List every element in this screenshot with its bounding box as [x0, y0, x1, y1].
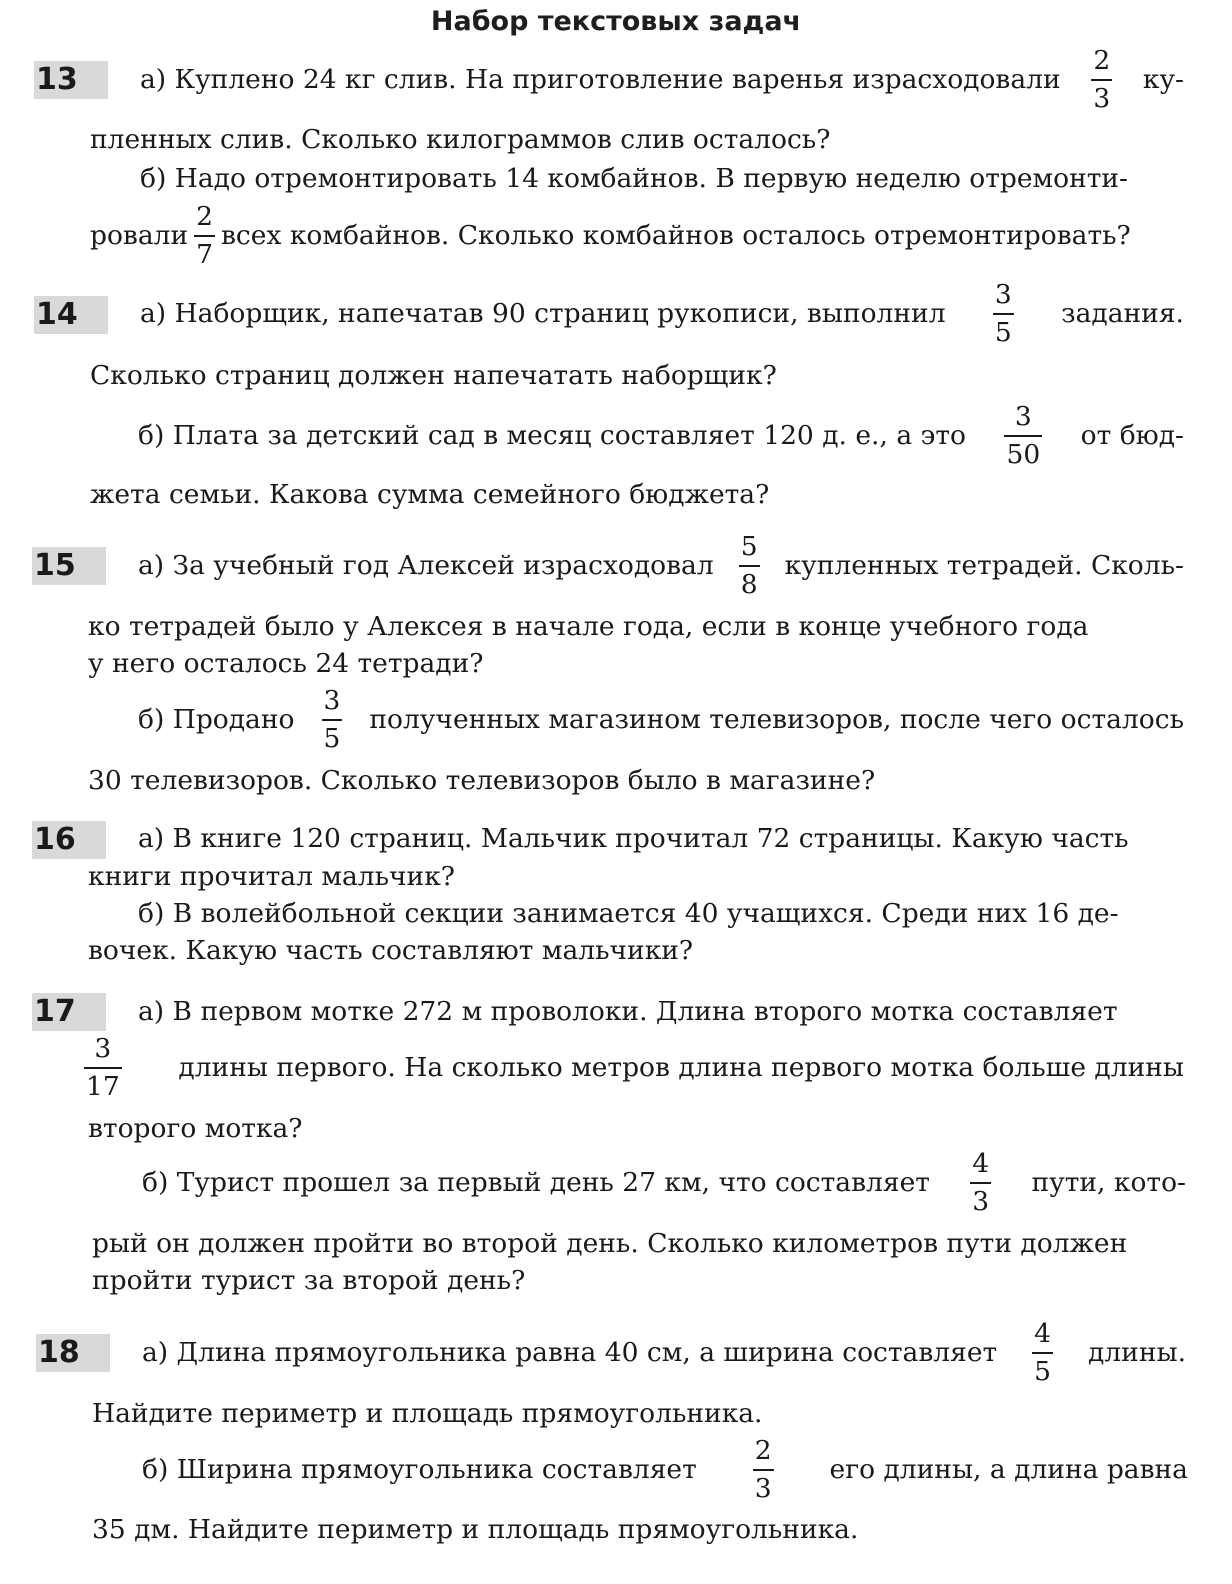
text: б) Плата за детский сад в месяц составляет 120 д. е., а это	[138, 420, 967, 451]
fraction-denominator: 7	[196, 239, 214, 270]
problem-13a-line-1	[140, 44, 1184, 116]
problem-13a-line-2: пленных слив. Сколько килограммов слив осталось?	[90, 124, 831, 155]
text: а) За учебный год Алексей израсходовал	[138, 550, 714, 581]
fraction	[1004, 400, 1042, 470]
fraction-numerator: 2	[754, 1434, 772, 1466]
problem-16b-line-1: б) В волейбольной секции занимается 40 учащихся. Среди них 16 де-	[138, 898, 1119, 929]
text: купленных тетрадей. Сколь-	[784, 550, 1184, 581]
text: длины.	[1088, 1337, 1186, 1368]
text: его длины, а длина равна	[829, 1454, 1188, 1485]
problem-18b-line-1	[142, 1434, 1188, 1506]
text: ровали	[90, 220, 189, 251]
problem-16a-line-1: а) В книге 120 страниц. Мальчик прочитал 72 страницы. Какую часть	[138, 823, 1129, 854]
page-title: Набор текстовых задач	[430, 6, 802, 37]
problem-14a-line-1	[140, 278, 1184, 350]
problem-number-badge: 17	[32, 993, 106, 1031]
fraction-denominator: 5	[323, 723, 341, 754]
fraction-bar	[322, 719, 343, 721]
text: б) Турист прошел за первый день 27 км, что составляет	[142, 1167, 930, 1198]
fraction-bar	[84, 1067, 122, 1069]
fraction	[84, 1032, 122, 1102]
fraction-numerator: 5	[740, 530, 758, 562]
text: задания.	[1061, 298, 1184, 329]
problem-15a-line-1	[138, 530, 1184, 602]
fraction-denominator: 17	[86, 1071, 120, 1102]
text: б) Ширина прямоугольника составляет	[142, 1454, 697, 1485]
problem-13b-line-1: б) Надо отремонтировать 14 комбайнов. В первую неделю отремонти-	[140, 163, 1129, 194]
problem-15a-line-2: ко тетрадей было у Алексея в начале года, если в конце учебного года	[88, 611, 1089, 642]
problem-number-badge: 18	[36, 1334, 110, 1372]
problem-17b-line-1	[142, 1147, 1186, 1219]
text: а) Куплено 24 кг слив. На приготовление варенья израсходовали	[140, 64, 1061, 95]
fraction-bar	[1032, 1352, 1053, 1354]
problem-18b-line-2: 35 дм. Найдите периметр и площадь прямоугольника.	[92, 1514, 859, 1545]
fraction	[1091, 44, 1112, 114]
text: ку-	[1142, 64, 1184, 95]
problem-18a-line-1	[142, 1317, 1186, 1389]
text: от бюд-	[1080, 420, 1184, 451]
problem-number-badge: 14	[34, 296, 108, 334]
fraction	[739, 530, 760, 600]
fraction-bar	[993, 313, 1014, 315]
problem-17b-line-2: рый он должен пройти во второй день. Сколько километров пути должен	[92, 1228, 1128, 1259]
text: всех комбайнов. Сколько комбайнов осталось отремонтировать?	[221, 220, 1131, 251]
fraction	[1032, 1317, 1053, 1387]
fraction	[194, 200, 215, 270]
fraction-denominator: 5	[994, 317, 1012, 348]
problem-14a-line-2: Сколько страниц должен напечатать наборщик?	[90, 360, 777, 391]
problem-15a-line-3: у него осталось 24 тетради?	[88, 648, 484, 679]
fraction-numerator: 3	[323, 684, 341, 716]
fraction	[993, 278, 1014, 348]
problem-15b-line-1	[138, 684, 1184, 756]
fraction-numerator: 2	[1093, 44, 1111, 76]
fraction-numerator: 3	[994, 278, 1012, 310]
problem-number-badge: 13	[34, 61, 108, 99]
problem-number-badge: 15	[32, 547, 106, 585]
fraction-bar	[753, 1469, 774, 1471]
fraction-denominator: 5	[1034, 1356, 1052, 1387]
text: а) Наборщик, напечатав 90 страниц рукописи, выполнил	[140, 298, 946, 329]
fraction-denominator: 3	[972, 1186, 990, 1217]
problem-14b-line-2: жета семьи. Какова сумма семейного бюджета?	[90, 479, 770, 510]
problem-number-badge: 16	[32, 821, 106, 859]
problem-18a-line-2: Найдите периметр и площадь прямоугольника.	[92, 1398, 763, 1429]
fraction-numerator: 4	[972, 1147, 990, 1179]
fraction	[322, 684, 343, 754]
problem-17a-line-1: а) В первом мотке 272 м проволоки. Длина второго мотка составляет	[138, 996, 1118, 1027]
text: длины первого. На сколько метров длина первого мотка больше длины	[178, 1052, 1184, 1083]
fraction-numerator: 2	[196, 200, 214, 232]
fraction-bar	[1091, 79, 1112, 81]
problem-17a-line-3: второго мотка?	[88, 1113, 303, 1144]
fraction-denominator: 50	[1006, 439, 1041, 470]
fraction-numerator: 4	[1034, 1317, 1052, 1349]
fraction	[970, 1147, 991, 1217]
problem-17b-line-3: пройти турист за второй день?	[92, 1265, 526, 1296]
fraction-bar	[1004, 435, 1042, 437]
fraction-bar	[970, 1182, 991, 1184]
fraction-bar	[739, 565, 760, 567]
text: полученных магазином телевизоров, после чего осталось	[369, 704, 1184, 735]
fraction-denominator: 3	[1093, 83, 1111, 114]
fraction-denominator: 8	[740, 569, 758, 600]
problem-16b-line-2: вочек. Какую часть составляют мальчики?	[88, 935, 694, 966]
problem-13b-line-2	[90, 200, 1131, 272]
text: пути, кото-	[1031, 1167, 1186, 1198]
problem-16a-line-2: книги прочитал мальчик?	[88, 861, 455, 892]
fraction	[753, 1434, 774, 1504]
fraction-numerator: 3	[1014, 400, 1032, 432]
text: б) Продано	[138, 704, 295, 735]
fraction-numerator: 3	[94, 1032, 112, 1064]
problem-17a-line-2	[84, 1032, 1184, 1104]
text: а) Длина прямоугольника равна 40 см, а ширина составляет	[142, 1337, 998, 1368]
problem-14b-line-1	[138, 400, 1184, 472]
fraction-denominator: 3	[754, 1473, 772, 1504]
fraction-bar	[194, 235, 215, 237]
problem-15b-line-2: 30 телевизоров. Сколько телевизоров было в магазине?	[88, 765, 876, 796]
